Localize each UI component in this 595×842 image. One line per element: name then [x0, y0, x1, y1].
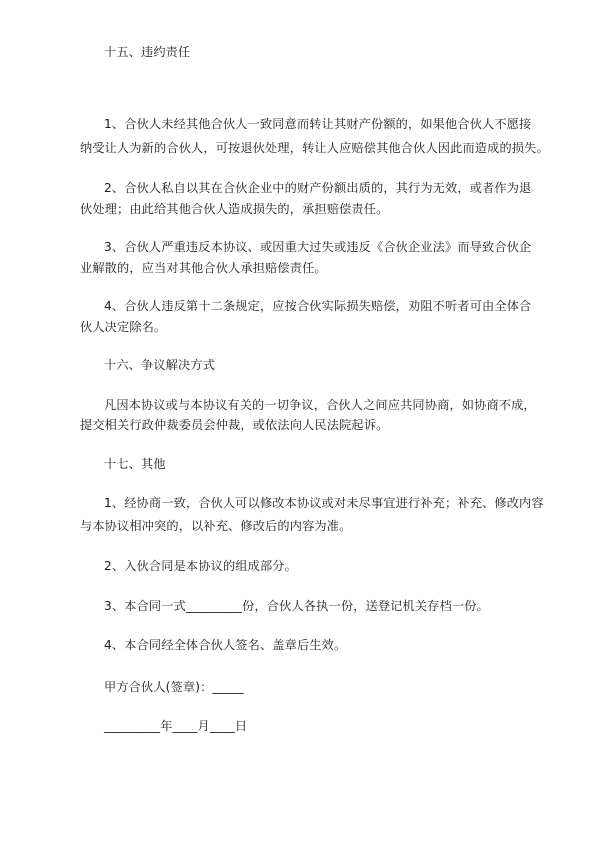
section-17-item-2: 2、入伙合同是本协议的组成部分。 [104, 559, 297, 573]
date-line: _________年____月____日 [104, 719, 248, 733]
section-16-item-1-line-1: 凡因本协议或与本协议有关的一切争议，合伙人之间应共同协商，如协商不成， [104, 398, 536, 412]
section-15-item-4-line-1: 4、合伙人违反第十二条规定，应按合伙实际损失赔偿，劝阻不听者可由全体合 [104, 299, 532, 313]
section-15-item-2-line-2: 伙处理；由此给其他合伙人造成损失的，承担赔偿责任。 [80, 202, 389, 216]
section-15-item-4-line-2: 伙人决定除名。 [80, 320, 167, 334]
section-17-item-4: 4、本合同经全体合伙人签名、盖章后生效。 [104, 638, 347, 652]
section-15-item-3-line-1: 3、合伙人严重违反本协议、或因重大过失或违反《合伙企业法》而导致合伙企 [104, 240, 532, 254]
section-16-item-1-line-2: 提交相关行政仲裁委员会仲裁，或依法向人民法院起诉。 [80, 418, 389, 432]
section-17-item-1-line-2: 与本协议相冲突的，以补充、修改后的内容为准。 [80, 519, 352, 533]
section-15-item-1-line-1: 1、合伙人未经其他合伙人一致同意而转让其财产份额的，如果他合伙人不愿接 [104, 117, 532, 131]
section-16-heading: 十六、争议解决方式 [104, 358, 216, 372]
section-15-heading: 十五、违约责任 [104, 45, 191, 59]
section-17-item-1-line-1: 1、经协商一致，合伙人可以修改本协议或对未尽事宜进行补充；补充、修改内容 [104, 496, 544, 510]
signature-line: 甲方合伙人(签章)：_____ [104, 680, 244, 694]
section-17-item-3: 3、本合同一式_________份，合伙人各执一份，送登记机关存档一份。 [104, 599, 489, 613]
section-15-item-1-line-2: 纳受让人为新的合伙人，可按退伙处理，转让人应赔偿其他合伙人因此而造成的损失。 [80, 141, 549, 155]
section-15-item-3-line-2: 业解散的，应当对其他合伙人承担赔偿责任。 [80, 261, 327, 275]
section-17-heading: 十七、其他 [104, 457, 166, 471]
section-15-item-2-line-1: 2、合伙人私自以其在合伙企业中的财产份额出质的，其行为无效，或者作为退 [104, 181, 532, 195]
